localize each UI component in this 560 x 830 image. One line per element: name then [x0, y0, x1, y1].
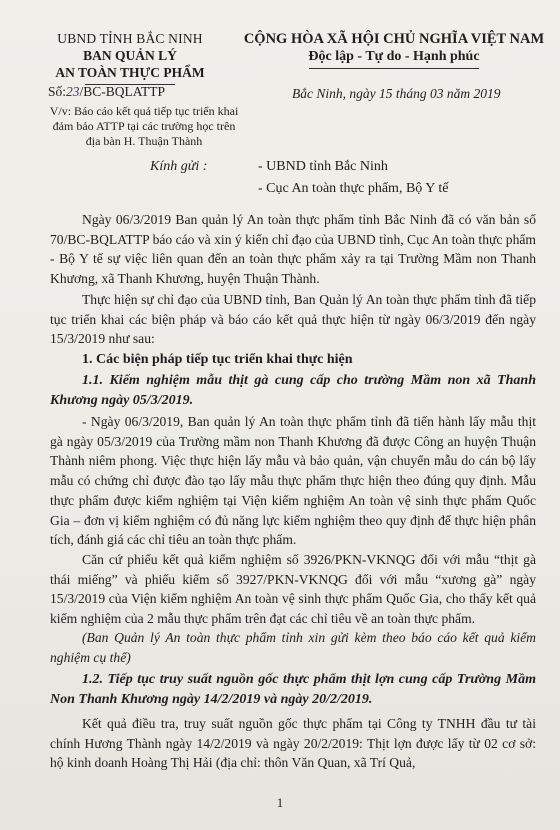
paragraph-attachment-note: (Ban Quản lý An toàn thực phẩm tỉnh xin gửi kèm theo báo cáo kết quả kiểm nghiệm cụ thể): [50, 630, 536, 665]
recipient-item: - Cục An toàn thực phẩm, Bộ Y tế: [258, 181, 449, 196]
number-suffix: /BC-BQLATTP: [79, 84, 166, 99]
agency-line-2: BAN QUẢN LÝ: [83, 48, 177, 63]
recipient-item: - UBND tỉnh Bắc Ninh: [258, 159, 388, 174]
motto-underline: [309, 68, 479, 69]
number-handwritten: 23: [66, 84, 80, 99]
document-subject: V/v: Báo cáo kết quả tiếp tục triển khai đảm bảo ATTP tại các trường học trên địa bàn H. Thuận Thành: [49, 104, 239, 148]
national-header-block: [238, 30, 550, 69]
section-heading-1: 1. Các biện pháp tiếp tục triển khai thực hiện: [82, 352, 353, 367]
place-date: Bắc Ninh, ngày 15 tháng 03 năm 2019: [292, 86, 501, 101]
paragraph-test-results: Căn cứ phiếu kết quả kiểm nghiệm số 3926/PKN-VKNQG đối với mẫu “thịt gà thái miếng” và phiếu kiểm số 3927/PKN-VKNQG đối với mẫu “xương gà” ngày 15/3/2019 của Viện kiểm nghiệm An toàn vệ sinh thực phẩm Quốc Gia, cho thấy kết quả kiểm nghiệm của 2 mẫu thực phẩm trên đạt các chỉ tiêu về an toàn thực phẩm.: [50, 552, 536, 627]
issuing-agency-block: [30, 30, 230, 85]
document-number: [48, 84, 165, 100]
paragraph-sampling: - Ngày 06/3/2019, Ban quản lý An toàn thực phẩm tỉnh đã tiến hành lấy mẫu thịt gà ngày 05/3/2019 của Trường mầm non Thanh Khương đã được Công an huyện Thuận Thành niêm phong. Việc thực hiện lấy mẫu và bảo quản, vận chuyển mẫu do cán bộ lấy mẫu có chứng chỉ được đào tạo lấy mẫu thực phẩm thực hiện theo đúng quy định. Mẫu thực phẩm được kiểm nghiệm tại Viện kiểm nghiệm An toàn vệ sinh thực phẩm Quốc Gia – đơn vị kiểm nghiệm có đủ năng lực kiểm nghiệm theo quy định để thực hiện phân tích, đánh giá các chỉ tiêu an toàn thực phẩm.: [50, 414, 536, 548]
section-heading-1-1: 1.1. Kiểm nghiệm mẫu thịt gà cung cấp cho trường Mầm non xã Thanh Khương ngày 05/3/2019.: [50, 373, 536, 408]
nation-title: CỘNG HÒA XÃ HỘI CHỦ NGHĨA VIỆT NAM: [243, 31, 545, 47]
agency-line-1: UBND TỈNH BẮC NINH: [57, 31, 203, 46]
recipients-label: Kính gửi :: [150, 159, 208, 174]
page-number: 1: [276, 795, 284, 810]
motto: Độc lập - Tự do - Hạnh phúc: [308, 49, 480, 64]
paragraph-traceability: Kết quả điều tra, truy suất nguồn gốc thực phẩm tại Công ty TNHH đầu tư tài chính Hương Thành ngày 14/2/2019 và ngày 20/2/2019: Thịt lợn được lấy từ 02 cơ sở: hộ kinh doanh Hoàng Thị Hải (địa chỉ: thôn Văn Quan, xã Trí Quả,: [50, 716, 536, 771]
agency-line-3: AN TOÀN THỰC PHẨM: [55, 65, 205, 80]
section-heading-1-2: 1.2. Tiếp tục truy suất nguồn gốc thực phẩm thịt lợn cung cấp Trường Mầm Non Thanh Khương ngày 14/2/2019 và ngày 20/2/2019.: [50, 672, 536, 707]
number-prefix: Số:: [48, 84, 67, 99]
paragraph-implementation: Thực hiện sự chỉ đạo của UBND tỉnh, Ban Quản lý An toàn thực phẩm tỉnh đã tiếp tục triển khai các biện pháp và báo cáo kết quả thực hiện từ ngày 06/3/2019 đến ngày 15/3/2019 như sau:: [50, 292, 536, 347]
paragraph-intro: Ngày 06/3/2019 Ban quản lý An toàn thực phẩm tỉnh Bắc Ninh đã có văn bản số 70/BC-BQLATTP báo cáo và xin ý kiến chỉ đạo của UBND tỉnh, Cục An toàn thực phẩm - Bộ Y tế sự việc liên quan đến an toàn thực phẩm xảy ra tại Trường Mầm non Thanh Khương, xã Thanh Khương, huyện Thuận Thành.: [50, 212, 536, 287]
